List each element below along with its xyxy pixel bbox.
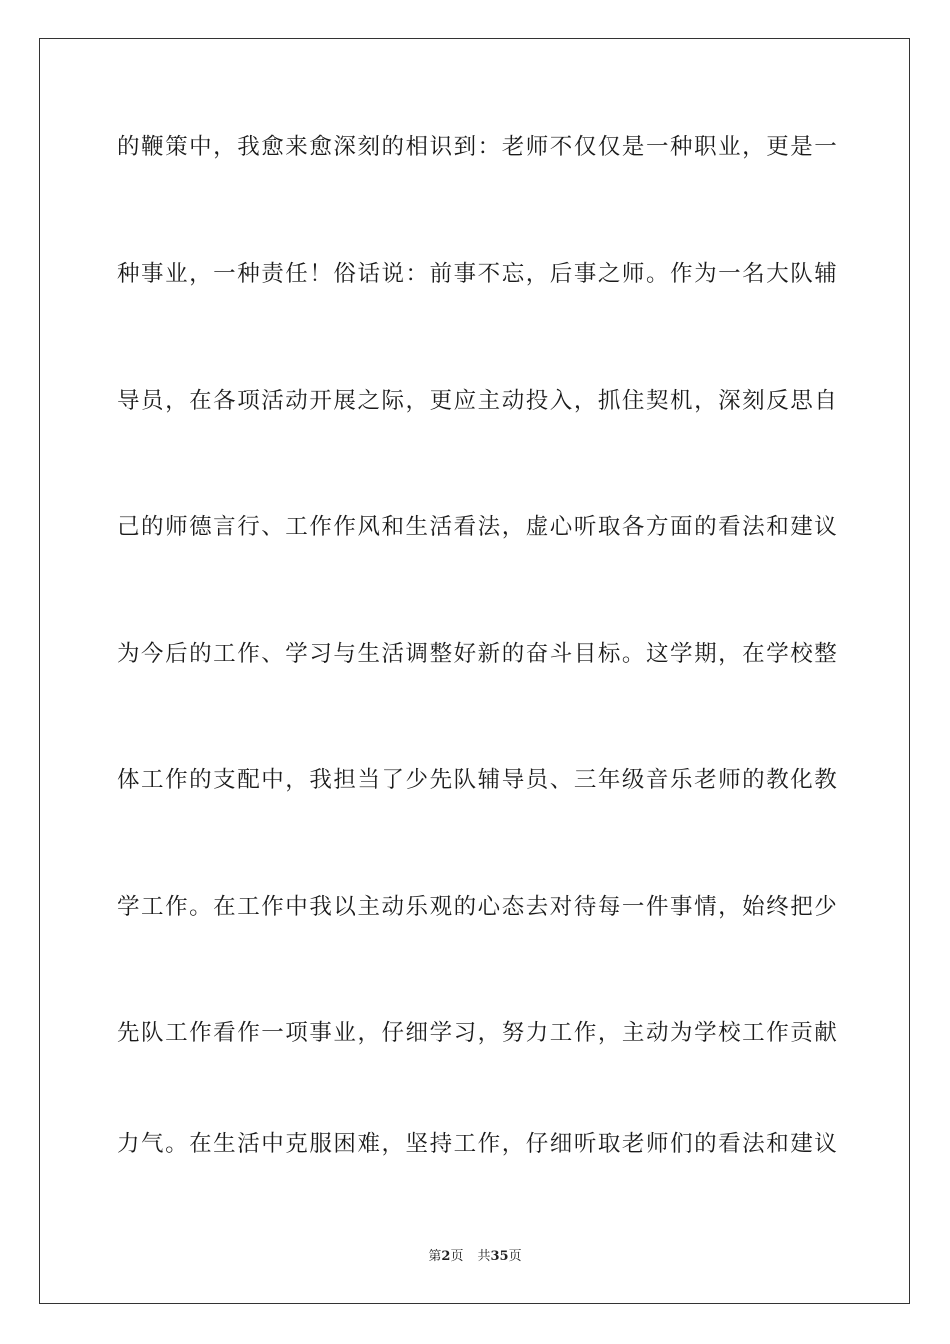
page-suffix: 页 xyxy=(450,1249,464,1264)
text-line: 的鞭策中，我愈来愈深刻的相识到：老师不仅仅是一种职业，更是一 xyxy=(117,134,837,160)
page-frame xyxy=(39,38,910,1304)
total-pages: 35 xyxy=(490,1249,509,1264)
page-prefix: 第 xyxy=(428,1249,442,1264)
text-line: 导员，在各项活动开展之际，更应主动投入，抓住契机，深刻反思自 xyxy=(117,388,837,414)
page-footer xyxy=(0,1248,950,1266)
text-line: 先队工作看作一项事业，仔细学习，努力工作，主动为学校工作贡献 xyxy=(117,1020,837,1046)
total-prefix: 共 xyxy=(477,1249,491,1264)
total-suffix: 页 xyxy=(508,1249,522,1264)
page-number: 2 xyxy=(441,1249,451,1264)
text-line: 力气。在生活中克服困难，坚持工作，仔细听取老师们的看法和建议 xyxy=(117,1131,837,1157)
text-line: 体工作的支配中，我担当了少先队辅导员、三年级音乐老师的教化教 xyxy=(117,767,837,793)
text-line: 种事业，一种责任！俗话说：前事不忘，后事之师。作为一名大队辅 xyxy=(117,261,837,287)
text-line: 学工作。在工作中我以主动乐观的心态去对待每一件事情，始终把少 xyxy=(117,894,837,920)
text-line: 己的师德言行、工作作风和生活看法，虚心听取各方面的看法和建议 xyxy=(117,514,837,540)
text-line: 为今后的工作、学习与生活调整好新的奋斗目标。这学期，在学校整 xyxy=(117,641,837,667)
